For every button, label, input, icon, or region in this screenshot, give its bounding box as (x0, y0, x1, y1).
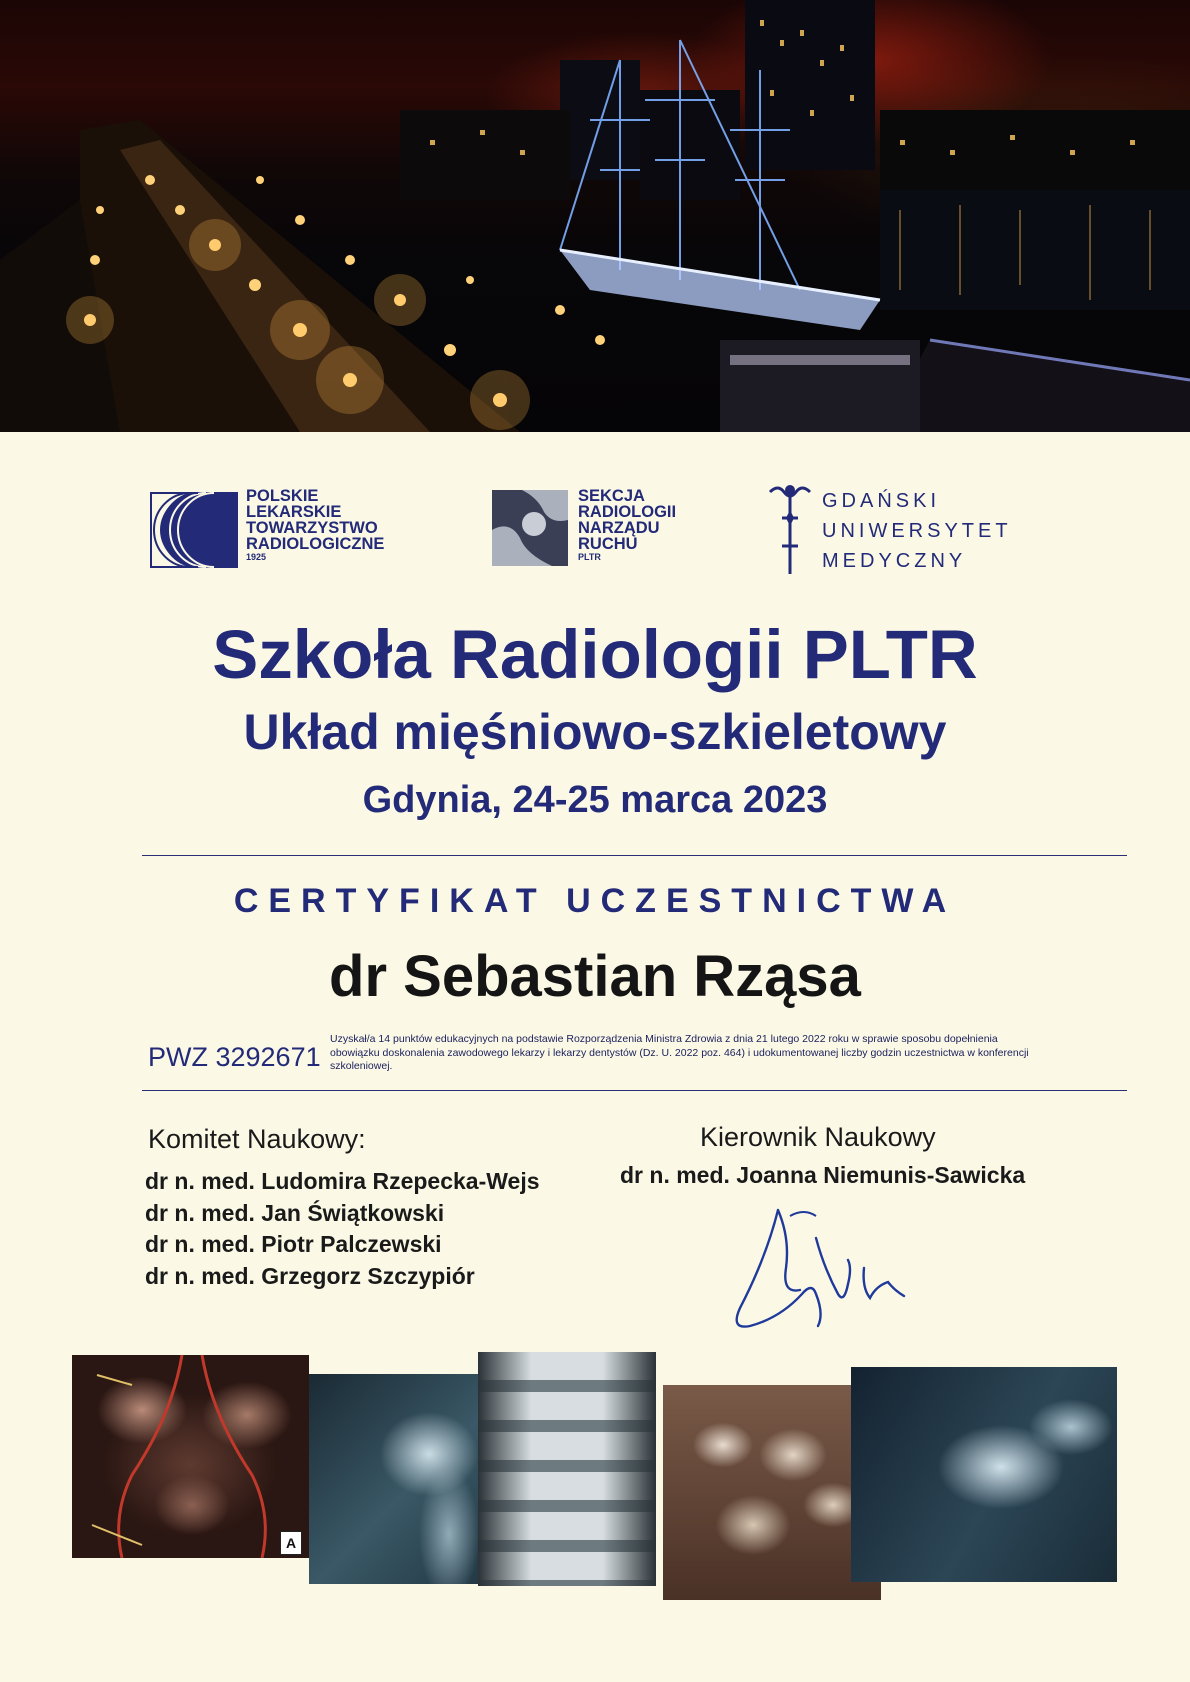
pltr-name (246, 488, 384, 562)
sekcja-pltr: PLTR (578, 552, 601, 562)
committee-title: Komitet Naukowy: (148, 1124, 366, 1154)
recipient-name: dr Sebastian Rząsa (329, 944, 861, 1009)
pltr-logo (150, 488, 415, 572)
gum-line-3: MEDYCZNY (822, 550, 967, 572)
sekcja-name (578, 488, 676, 562)
pltr-year: 1925 (246, 552, 267, 562)
committee-list (145, 1166, 540, 1292)
sekcja-line-3: NARZĄDU (578, 519, 660, 537)
hip-xray-image (309, 1374, 489, 1584)
pltr-line-3: TOWARZYSTWO (246, 519, 378, 537)
marker-label: A (280, 1531, 302, 1555)
committee-member: dr n. med. Ludomira Rzepecka-Wejs (145, 1168, 540, 1194)
committee-member: dr n. med. Jan Świątkowski (145, 1199, 445, 1226)
director-title: Kierownik Naukowy (700, 1122, 936, 1152)
director-name: dr n. med. Joanna Niemunis-Sawicka (620, 1162, 1026, 1188)
pwz-number: PWZ 3292671 (148, 1042, 321, 1072)
place-date: Gdynia, 24-25 marca 2023 (362, 779, 828, 821)
caduceus-icon (764, 482, 816, 578)
wrist-3d-image (663, 1385, 881, 1600)
course-subtitle: Układ mięśniowo-szkieletowy (243, 704, 947, 760)
committee-member: dr n. med. Grzegorz Szczypiór (145, 1262, 475, 1289)
signature (720, 1198, 940, 1338)
joint-emblem-icon (492, 490, 568, 566)
pelvis-3d-image (72, 1355, 309, 1558)
gum-logo (764, 482, 1064, 578)
vessel-lines-graphic (72, 1355, 309, 1558)
pltr-line-2: LEKARSKIE (246, 503, 342, 521)
gum-line-2: UNIWERSYTET (822, 520, 1012, 542)
sekcja-line-1: SEKCJA (578, 487, 645, 505)
certificate-label: CERTYFIKAT UCZESTNICTWA (233, 882, 957, 920)
credits-note: Uzyskał/a 14 punktów edukacyjnych na podstawie Rozporządzenia Ministra Zdrowia z dnia 21 lutego 2022 roku w sprawie sposobu dopełnienia obowiązku doskonalenia zawodowego lekarzy i lekarzy dentystów (Dz. U. 2022 poz. 464) i udokumentowanej liczby godzin uczestnictwa w konferencji szkoleniowej. (330, 1033, 1029, 1072)
spine-xray-image (478, 1352, 656, 1586)
gum-line-1: GDAŃSKI (822, 490, 941, 512)
sekcja-logo (492, 488, 692, 572)
pltr-emblem-icon (150, 492, 238, 568)
gum-name (822, 486, 1012, 576)
committee-member: dr n. med. Piotr Palczewski (145, 1231, 442, 1257)
pltr-line-1: POLSKIE (246, 487, 319, 505)
course-title: Szkoła Radiologii PLTR (212, 616, 978, 693)
divider-top (142, 855, 1127, 856)
divider-bottom (142, 1090, 1127, 1091)
hero-scene-graphic (0, 0, 1190, 432)
spine-shading (478, 1352, 656, 1586)
hero-night-photo (0, 0, 1190, 432)
pltr-line-4: RADIOLOGICZNE (246, 535, 385, 553)
sekcja-line-2: RADIOLOGII (578, 503, 677, 521)
shoulder-xray-image (851, 1367, 1117, 1582)
sekcja-line-4: RUCHU (578, 535, 638, 553)
